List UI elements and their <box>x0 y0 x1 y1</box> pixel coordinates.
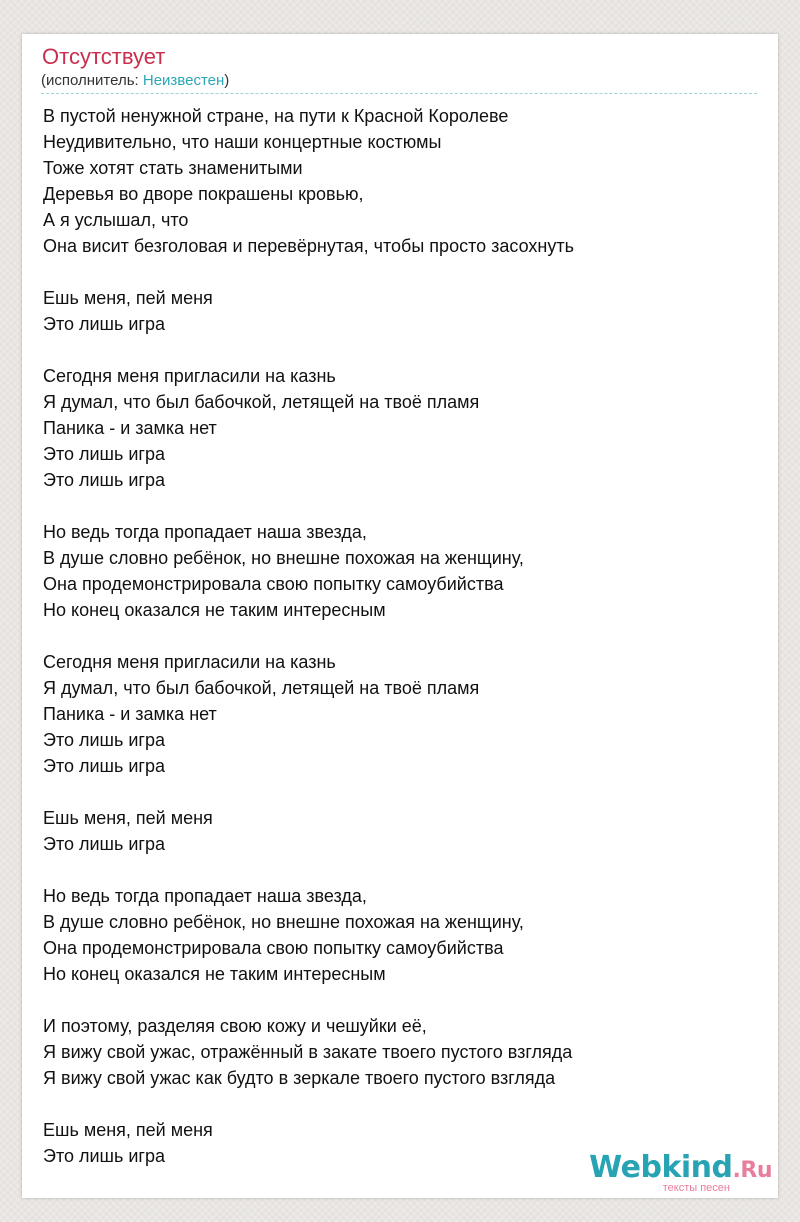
lyric-line: Ешь меня, пей меня <box>43 288 213 308</box>
watermark-tagline: тексты песен <box>662 1182 730 1194</box>
stanza-gap <box>43 259 763 285</box>
lyric-line: Сегодня меня пригласили на казнь <box>43 366 336 386</box>
stanza-gap <box>43 1091 763 1117</box>
lyric-line: Тоже хотят стать знаменитыми <box>43 158 303 178</box>
stanza-gap <box>43 857 763 883</box>
lyric-line: Но ведь тогда пропадает наша звезда, <box>43 522 367 542</box>
lyric-line: А я услышал, что <box>43 210 189 230</box>
lyric-line: Паника - и замка нет <box>43 418 217 438</box>
stanza-gap <box>43 779 763 805</box>
artist-suffix: ) <box>224 72 230 89</box>
lyric-line: Но конец оказался не таким интересным <box>43 964 386 984</box>
lyric-line: Это лишь игра <box>43 834 166 854</box>
lyric-line: Я думал, что был бабочкой, летящей на твоё пламя <box>43 392 480 412</box>
stanza-gap <box>43 623 763 649</box>
lyric-line: Сегодня меня пригласили на казнь <box>43 652 336 672</box>
lyric-line: Паника - и замка нет <box>43 704 217 724</box>
divider <box>41 93 757 94</box>
webkind-watermark <box>589 1152 772 1194</box>
lyric-line: Это лишь игра <box>43 730 166 750</box>
lyric-line: Но конец оказался не таким интересным <box>43 600 386 620</box>
lyric-line: И поэтому, разделяя свою кожу и чешуйки её, <box>43 1016 427 1036</box>
lyrics-text <box>43 103 763 1169</box>
stanza-gap <box>43 493 763 519</box>
lyric-line: Это лишь игра <box>43 1146 166 1166</box>
artist-prefix: (исполнитель: <box>41 72 143 89</box>
lyric-line: В душе словно ребёнок, но внешне похожая на женщину, <box>43 548 524 568</box>
lyric-line: Ешь меня, пей меня <box>43 808 213 828</box>
lyric-line: Деревья во дворе покрашены кровью, <box>43 184 364 204</box>
artist-line <box>41 72 229 89</box>
lyric-line: Это лишь игра <box>43 314 166 334</box>
lyric-line: Я вижу свой ужас как будто в зеркале твоего пустого взгляда <box>43 1068 556 1088</box>
lyric-line: Я думал, что был бабочкой, летящей на твоё пламя <box>43 678 480 698</box>
lyric-line: Я вижу свой ужас, отражённый в закате твоего пустого взгляда <box>43 1042 573 1062</box>
lyric-line: Это лишь игра <box>43 470 166 490</box>
lyric-line: Она продемонстрировала свою попытку самоубийства <box>43 938 504 958</box>
lyric-line: Но ведь тогда пропадает наша звезда, <box>43 886 367 906</box>
artist-link[interactable]: Неизвестен <box>142 72 225 89</box>
lyrics-card <box>22 34 778 1198</box>
lyric-line: В пустой ненужной стране, на пути к Красной Королеве <box>43 106 509 126</box>
lyric-line: Неудивительно, что наши концертные костюмы <box>43 132 442 152</box>
lyric-line: В душе словно ребёнок, но внешне похожая на женщину, <box>43 912 524 932</box>
song-title: Отсутствует <box>42 44 166 69</box>
lyric-line: Она висит безголовая и перевёрнутая, чтобы просто засохнуть <box>43 236 574 256</box>
lyric-line: Она продемонстрировала свою попытку самоубийства <box>43 574 504 594</box>
watermark-tld: .Ru <box>732 1158 772 1183</box>
stanza-gap <box>43 337 763 363</box>
lyric-line: Это лишь игра <box>43 444 166 464</box>
lyric-line: Это лишь игра <box>43 756 166 776</box>
stanza-gap <box>43 987 763 1013</box>
watermark-brand: Webkind <box>589 1150 733 1185</box>
lyric-line: Ешь меня, пей меня <box>43 1120 213 1140</box>
